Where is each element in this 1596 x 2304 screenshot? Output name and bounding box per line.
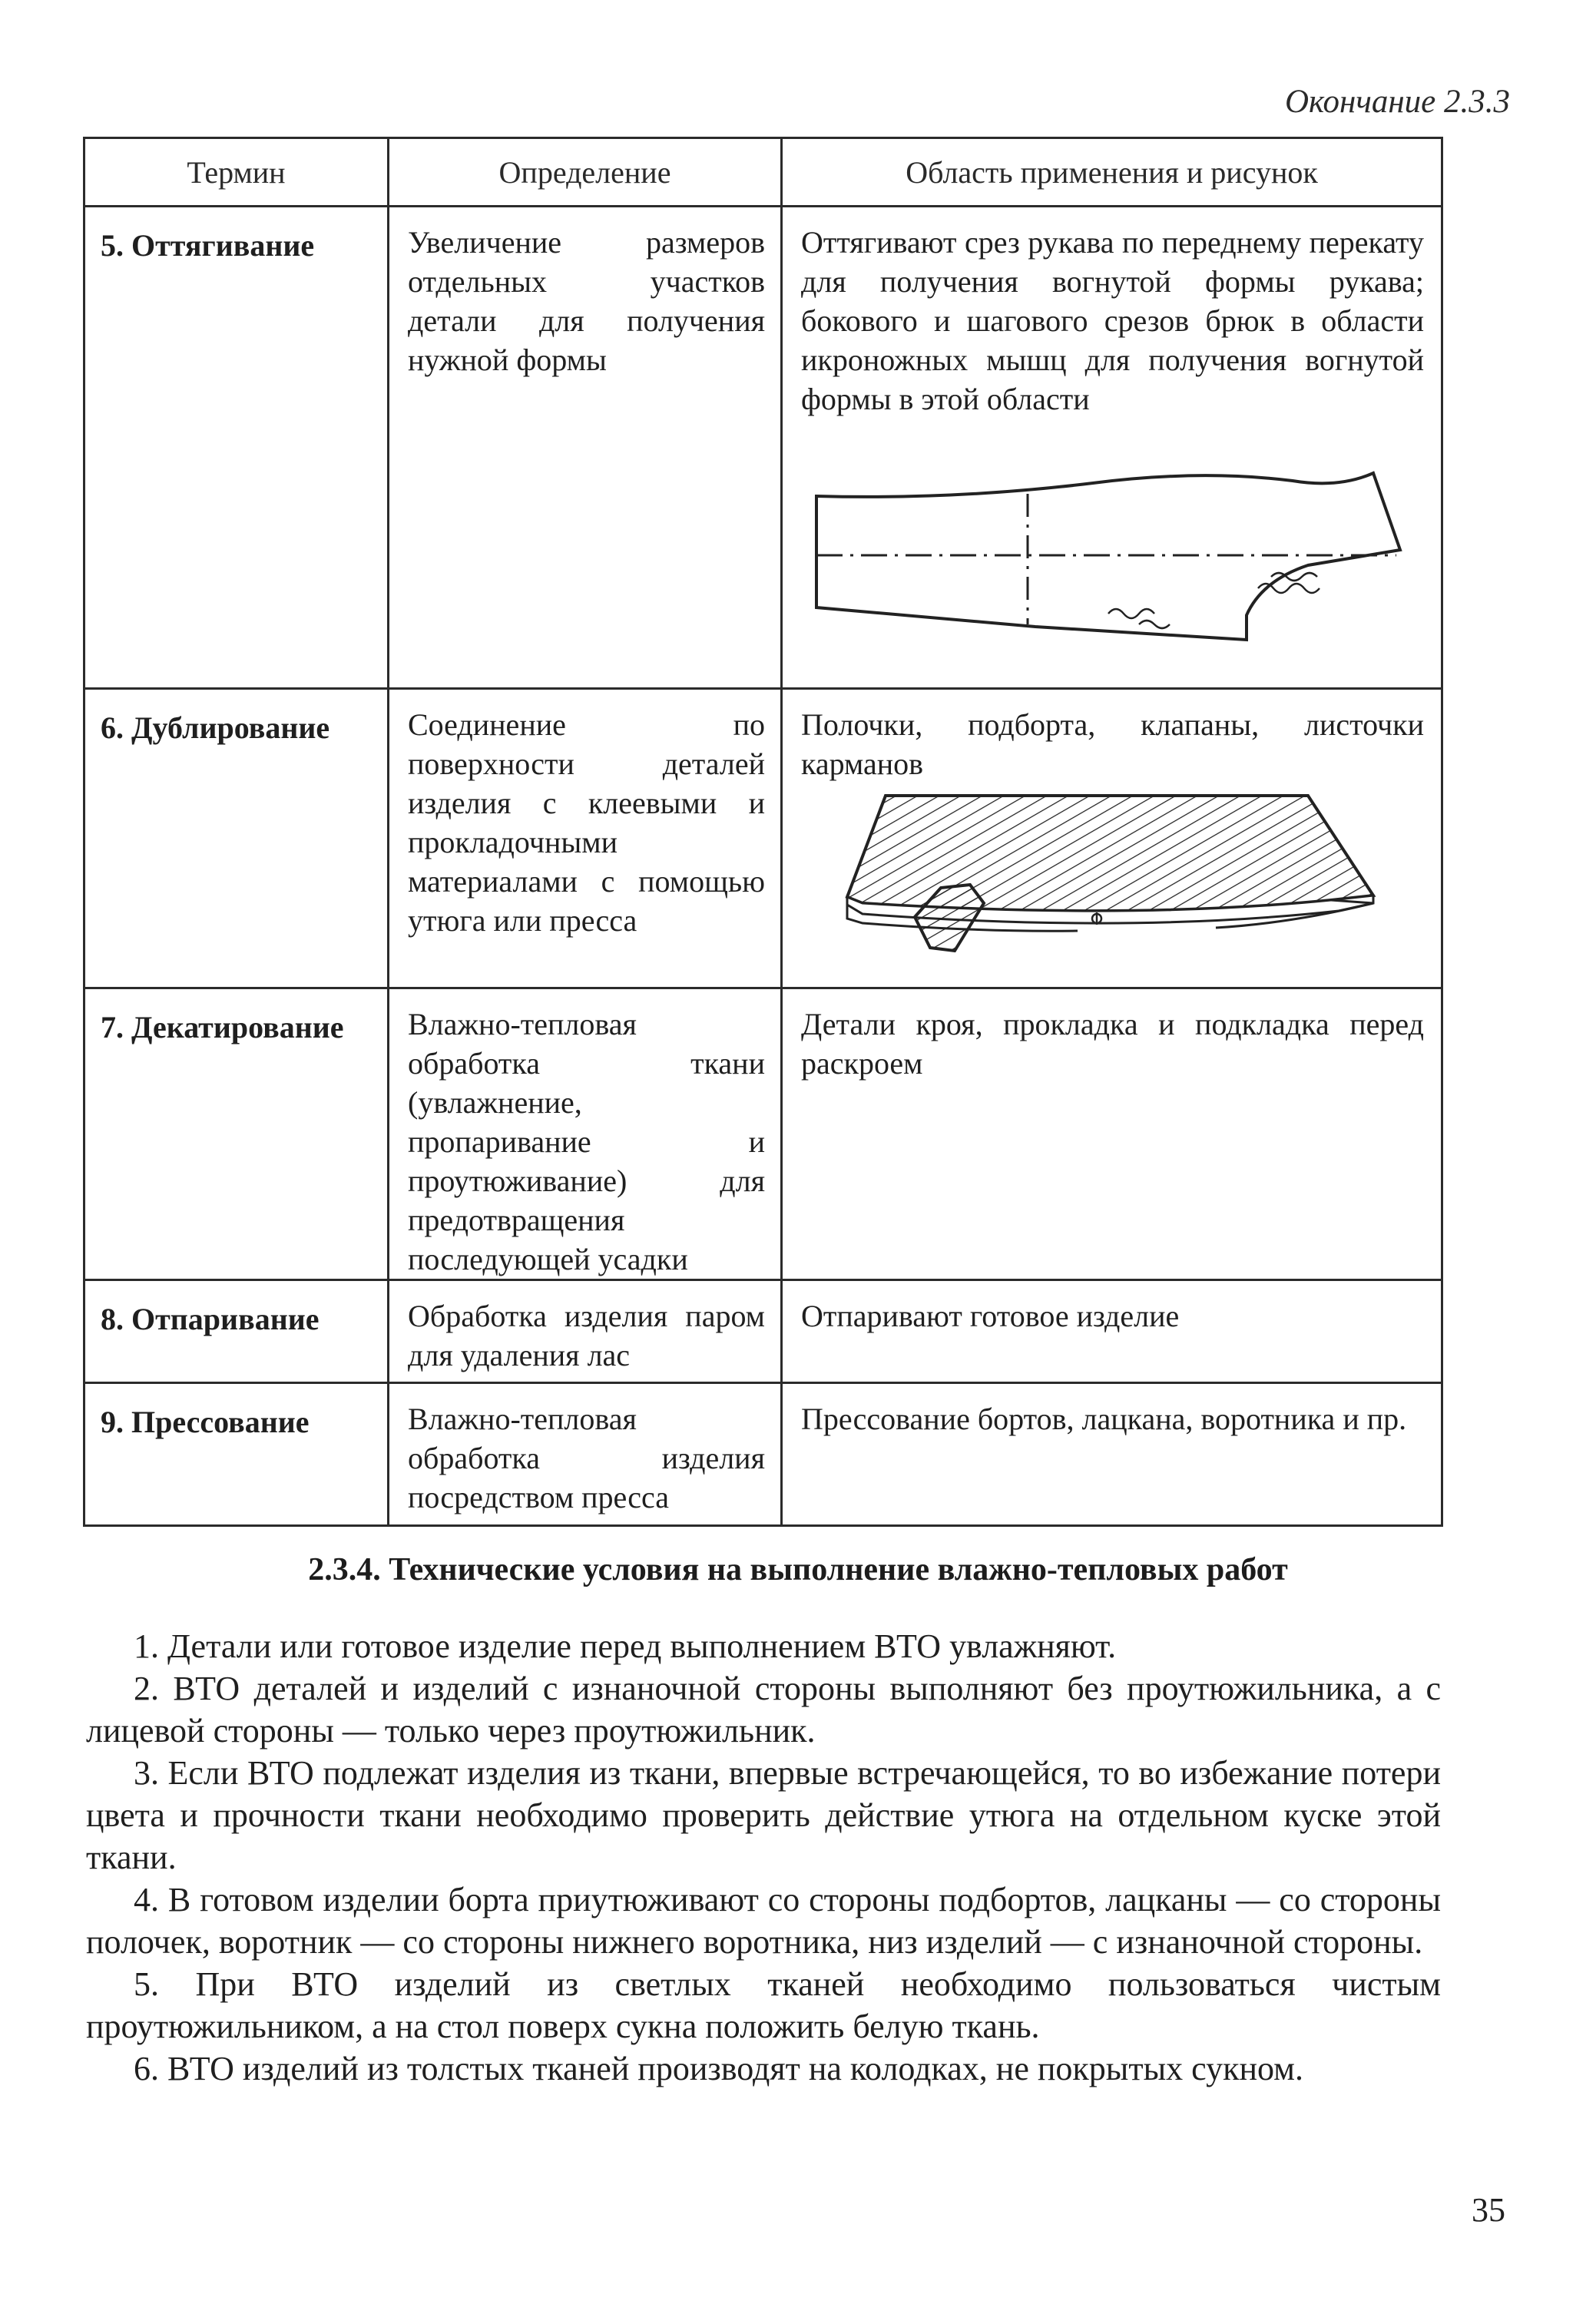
table-row xyxy=(84,1383,1442,1526)
section-title: 2.3.4. Технические условия на выполнение влажно-тепловых работ xyxy=(308,1552,1288,1587)
table-row xyxy=(84,207,1442,689)
definition-cell: Увеличение размеров отдельных участков детали для получения нужной формы xyxy=(389,207,782,689)
application-text: Оттягивают срез рукава по переднему перекату для получения вогнутой формы рукава; бокового и шагового срезов брюк в области икроножных мышц для получения вогнутой формы в этой области xyxy=(801,225,1424,416)
header-application: Область применения и рисунок xyxy=(782,138,1442,207)
application-cell xyxy=(782,689,1442,988)
terms-table xyxy=(83,137,1443,1527)
page-number: 35 xyxy=(1472,2191,1505,2229)
list-item: 3. Если ВТО подлежат изделия из ткани, впервые встречающейся, то во избежание потери цвета и прочности ткани необходимо проверить действие утюга на отдельном куске этой ткани. xyxy=(86,1754,1441,1876)
trouser-leg-stretching-drawing xyxy=(801,423,1416,654)
table-row xyxy=(84,689,1442,988)
application-cell: Отпаривают готовое изделие xyxy=(782,1280,1442,1383)
list-item: 5. При ВТО изделий из светлых тканей необходимо пользоваться чистым проутюжильником, а на стол поверх сукна положить белую ткань. xyxy=(86,1965,1441,2045)
application-cell: Прессование бортов, лацкана, воротника и пр. xyxy=(782,1383,1442,1526)
term-cell: 6. Дублирование xyxy=(84,689,389,988)
list-item: 6. ВТО изделий из толстых тканей производят на колодках, не покрытых сукном. xyxy=(134,2050,1304,2087)
table-header-row xyxy=(84,138,1442,207)
header-term: Термин xyxy=(84,138,389,207)
application-cell xyxy=(782,207,1442,689)
definition-cell: Влажно-тепловая обработка ткани (увлажнение, пропаривание и проутюживание) для предотвращения последующей усадки xyxy=(389,988,782,1280)
list-item: 2. ВТО деталей и изделий с изнаночной стороны выполняют без проутюжильника, а с лицевой стороны — только через проутюжильник. xyxy=(86,1670,1441,1750)
application-cell: Детали кроя, прокладка и подкладка перед раскроем xyxy=(782,988,1442,1280)
application-text: Полочки, подборта, клапаны, листочки карманов xyxy=(801,707,1424,781)
table-row xyxy=(84,988,1442,1280)
term-cell: 8. Отпаривание xyxy=(84,1280,389,1383)
term-cell: 5. Оттягивание xyxy=(84,207,389,689)
list-item: 1. Детали или готовое изделие перед выполнением ВТО увлажняют. xyxy=(134,1627,1117,1665)
definition-cell: Обработка изделия паром для удаления лас xyxy=(389,1280,782,1383)
list-item: 4. В готовом изделии борта приутюживают со стороны подбортов, лацканы — со стороны полочек, воротник — со стороны нижнего воротника, низ изделий — с изнаночной стороны. xyxy=(86,1881,1441,1961)
term-cell: 9. Прессование xyxy=(84,1383,389,1526)
definition-cell: Влажно-тепловая обработка изделия посредством пресса xyxy=(389,1383,782,1526)
continuation-label: Окончание 2.3.3 xyxy=(1284,84,1510,120)
hatched-pocket-flap-drawing xyxy=(801,788,1416,972)
table-row xyxy=(84,1280,1442,1383)
definition-cell: Соединение по поверхности деталей изделия с клеевыми и прокладочными материалами с помощью утюга или пресса xyxy=(389,689,782,988)
header-definition: Определение xyxy=(389,138,782,207)
requirements-list xyxy=(86,1625,1441,2090)
term-cell: 7. Декатирование xyxy=(84,988,389,1280)
